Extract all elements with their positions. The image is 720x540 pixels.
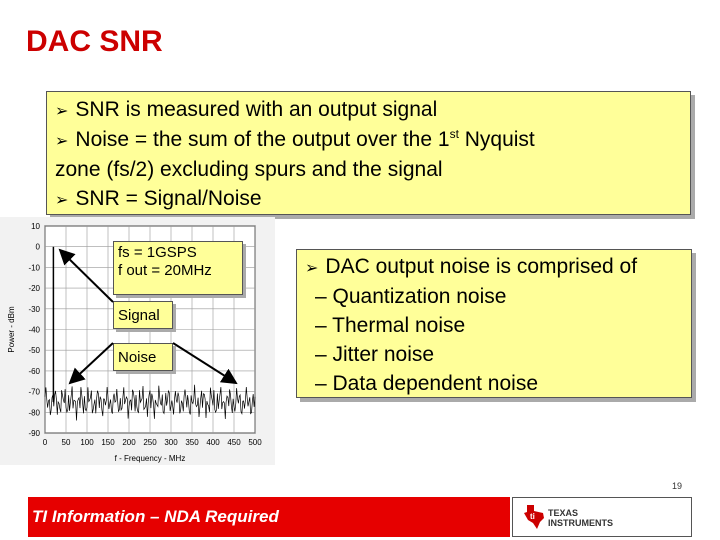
logo-text: TEXAS INSTRUMENTS	[548, 508, 613, 528]
slide-title: DAC SNR	[26, 25, 163, 58]
x-axis-label: f - Frequency - MHz	[114, 454, 186, 463]
page-number: 19	[672, 481, 683, 491]
x-tick-label: 150	[101, 438, 115, 447]
y-tick-label: -90	[28, 429, 40, 438]
x-tick-label: 250	[143, 438, 157, 447]
noise-callout: Noise	[113, 343, 173, 371]
svg-text:ti: ti	[530, 512, 535, 521]
ti-logo	[512, 497, 692, 537]
x-tick-label: 300	[164, 438, 178, 447]
y-tick-label: 0	[35, 242, 40, 252]
y-axis-label: Power - dBm	[7, 306, 16, 353]
noise-item: – Data dependent noise	[315, 372, 539, 395]
y-tick-label: 10	[31, 222, 40, 231]
footer-bar: TI Information – NDA Required	[28, 497, 510, 537]
y-tick-label: -20	[28, 284, 40, 294]
arrow-bullet-icon: ➢	[55, 131, 69, 150]
x-tick-label: 200	[122, 438, 136, 447]
noise-heading: ➢ DAC output noise is comprised of	[305, 255, 638, 278]
y-tick-label: -30	[28, 304, 40, 314]
noise-item: – Quantization noise	[315, 285, 507, 308]
y-tick-label: -10	[28, 263, 40, 273]
x-tick-label: 50	[61, 438, 71, 447]
x-tick-label: 350	[185, 438, 199, 447]
sample-rate-callout: fs = 1GSPS f out = 20MHz	[113, 241, 243, 295]
noise-item: – Jitter noise	[315, 343, 435, 366]
snr-definition-box	[46, 91, 691, 215]
x-tick-label: 450	[227, 438, 241, 447]
x-tick-label: 500	[248, 438, 262, 447]
x-tick-label: 0	[42, 438, 48, 447]
x-tick-label: 400	[206, 438, 220, 447]
y-tick-label: -80	[28, 408, 40, 418]
arrow-bullet-icon: ➢	[55, 101, 69, 120]
bullet-2-continuation: zone (fs/2) excluding spurs and the signal	[55, 158, 443, 181]
texas-state-icon	[523, 504, 545, 530]
y-tick-label: -60	[28, 366, 40, 376]
bullet-2: ➢ Noise = the sum of the output over the 1st Nyquist	[55, 127, 535, 151]
y-tick-label: -50	[28, 346, 40, 356]
arrow-bullet-icon: ➢	[305, 258, 319, 277]
noise-components-box	[296, 249, 692, 398]
y-tick-label: -70	[28, 387, 40, 397]
signal-callout: Signal	[113, 301, 173, 329]
bullet-1: ➢ SNR is measured with an output signal	[55, 98, 438, 121]
arrow-bullet-icon: ➢	[55, 190, 69, 209]
noise-item: – Thermal noise	[315, 314, 466, 337]
bullet-3: ➢ SNR = Signal/Noise	[55, 187, 262, 210]
y-tick-label: -40	[28, 325, 40, 335]
x-tick-label: 100	[80, 438, 94, 447]
